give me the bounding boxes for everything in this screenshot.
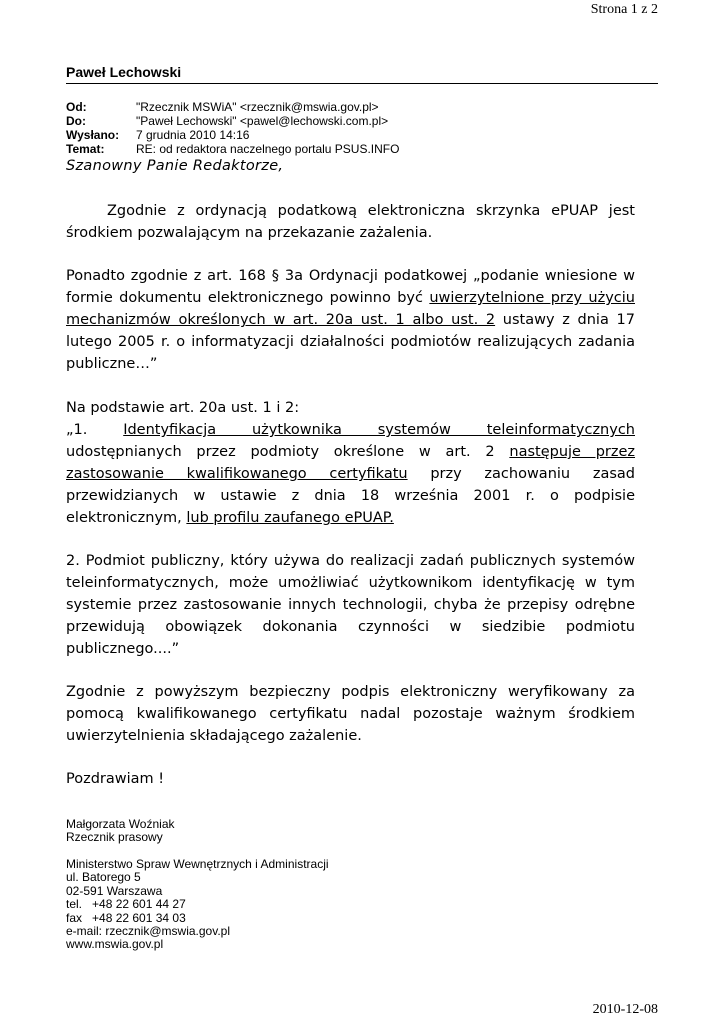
header-sent bbox=[66, 128, 249, 142]
signature-tel: tel. +48 22 601 44 27 bbox=[66, 897, 186, 912]
paragraph-line: systemie przez zastosowanie innych technologii, chyba że przepisy odrębne bbox=[66, 597, 635, 613]
underlined-text: mechanizmów określonych w art. 20a ust. 1 albo ust. 2 bbox=[66, 312, 496, 328]
header-subject-value: RE: od redaktora naczelnego portalu PSUS.INFO bbox=[136, 142, 400, 156]
text-run: przy zachowaniu zasad bbox=[407, 466, 635, 482]
paragraph-line bbox=[66, 419, 635, 441]
paragraph-line: publicznego....” bbox=[66, 641, 180, 657]
paragraph-line: lutego 2005 r. o informatyzacji działalności podmiotów realizujących zadania bbox=[66, 334, 635, 350]
paragraph-line: Zgodnie z ordynacją podatkową elektroniczna skrzynka ePUAP jest bbox=[107, 203, 635, 219]
signature-role: Rzecznik prasowy bbox=[66, 830, 163, 845]
signature-email: e-mail: rzecznik@mswia.gov.pl bbox=[66, 924, 230, 939]
paragraph-3 bbox=[66, 397, 635, 529]
paragraph-line: Zgodnie z powyższym bezpieczny podpis elektroniczny weryfikowany za bbox=[66, 684, 635, 700]
signature-institution: Ministerstwo Spraw Wewnętrznych i Administracji bbox=[66, 857, 329, 871]
underlined-text: uwierzytelnione przy użyciu bbox=[429, 290, 635, 306]
header-subject-label: Temat: bbox=[66, 142, 105, 156]
signature-website: www.mswia.gov.pl bbox=[66, 937, 164, 952]
paragraph-1 bbox=[66, 200, 635, 244]
paragraph-line: Na podstawie art. 20a ust. 1 i 2: bbox=[66, 400, 300, 416]
paragraph-2 bbox=[66, 265, 635, 375]
paragraph-line bbox=[66, 287, 635, 309]
header-from-label: Od: bbox=[66, 100, 87, 114]
closing bbox=[66, 768, 635, 790]
signature-street: ul. Batorego 5 bbox=[66, 870, 141, 885]
text-run: ustawy z dnia 17 bbox=[495, 312, 635, 328]
paragraph-line: 2. Podmiot publiczny, który używa do realizacji zadań publicznych systemów bbox=[66, 553, 635, 569]
sender-name: Paweł Lechowski bbox=[66, 64, 182, 80]
underlined-text: następuje przez bbox=[509, 444, 636, 460]
paragraph-line: przewidują obowiązek dokonania czynności w siedzibie podmiotu bbox=[66, 619, 635, 635]
closing-text: Pozdrawiam ! bbox=[66, 771, 165, 787]
paragraph-line bbox=[66, 441, 635, 463]
footer-date: 2010-12-08 bbox=[592, 1002, 658, 1017]
paragraph-line: przewidzianych w ustawie z dnia 18 września 2001 r. o podpisie bbox=[66, 488, 635, 504]
text-run: „1. bbox=[66, 422, 124, 438]
signature-person bbox=[66, 818, 175, 845]
paragraph-line: uwierzytelnienia składającego zażalenie. bbox=[66, 728, 362, 744]
text-run: formie dokumentu elektronicznego powinno być bbox=[66, 290, 430, 306]
header-from-value: "Rzecznik MSWiA" <rzecznik@mswia.gov.pl> bbox=[136, 100, 379, 114]
header-to-label: Do: bbox=[66, 114, 86, 128]
paragraph-4 bbox=[66, 550, 635, 660]
paragraph-line bbox=[66, 463, 635, 485]
text-run: elektronicznym, bbox=[66, 510, 187, 526]
signature-fax: fax +48 22 601 34 03 bbox=[66, 910, 186, 925]
header-to bbox=[66, 114, 388, 128]
paragraph-line bbox=[66, 507, 635, 529]
header-sent-label: Wysłano: bbox=[66, 128, 120, 142]
paragraph-line: środkiem pozwalającym na przekazanie zażalenia. bbox=[66, 225, 433, 241]
paragraph-line bbox=[66, 309, 635, 331]
sender-divider bbox=[66, 83, 658, 84]
paragraph-line: publiczne…” bbox=[66, 356, 158, 372]
underlined-text: Identyfikacja użytkownika systemów teleinformatycznych bbox=[123, 422, 635, 438]
header-sent-value: 7 grudnia 2010 14:16 bbox=[136, 128, 250, 142]
paragraph-line: Ponadto zgodnie z art. 168 § 3a Ordynacji podatkowej „podanie wniesione w bbox=[66, 268, 635, 284]
paragraph-5 bbox=[66, 681, 635, 747]
text-run: udostępnianych przez podmioty określone w art. 2 bbox=[66, 444, 510, 460]
paragraph-line: teleinformatycznych, może umożliwiać użytkownikom identyfikację w tym bbox=[66, 575, 635, 591]
signature-contact bbox=[66, 858, 329, 952]
header-subject bbox=[66, 142, 399, 156]
header-to-value: "Paweł Lechowski" <pawel@lechowski.com.pl> bbox=[136, 114, 389, 128]
header-from bbox=[66, 100, 379, 114]
greeting: Szanowny Panie Redaktorze, bbox=[66, 158, 284, 174]
signature-name: Małgorzata Woźniak bbox=[66, 817, 175, 831]
underlined-text: zastosowanie kwalifikowanego certyfikatu bbox=[66, 466, 408, 482]
underlined-text: lub profilu zaufanego ePUAP. bbox=[186, 510, 394, 526]
page-number: Strona 1 z 2 bbox=[590, 2, 658, 17]
paragraph-line: pomocą kwalifikowanego certyfikatu nadal pozostaje ważnym środkiem bbox=[66, 706, 635, 722]
signature-city: 02-591 Warszawa bbox=[66, 883, 163, 898]
